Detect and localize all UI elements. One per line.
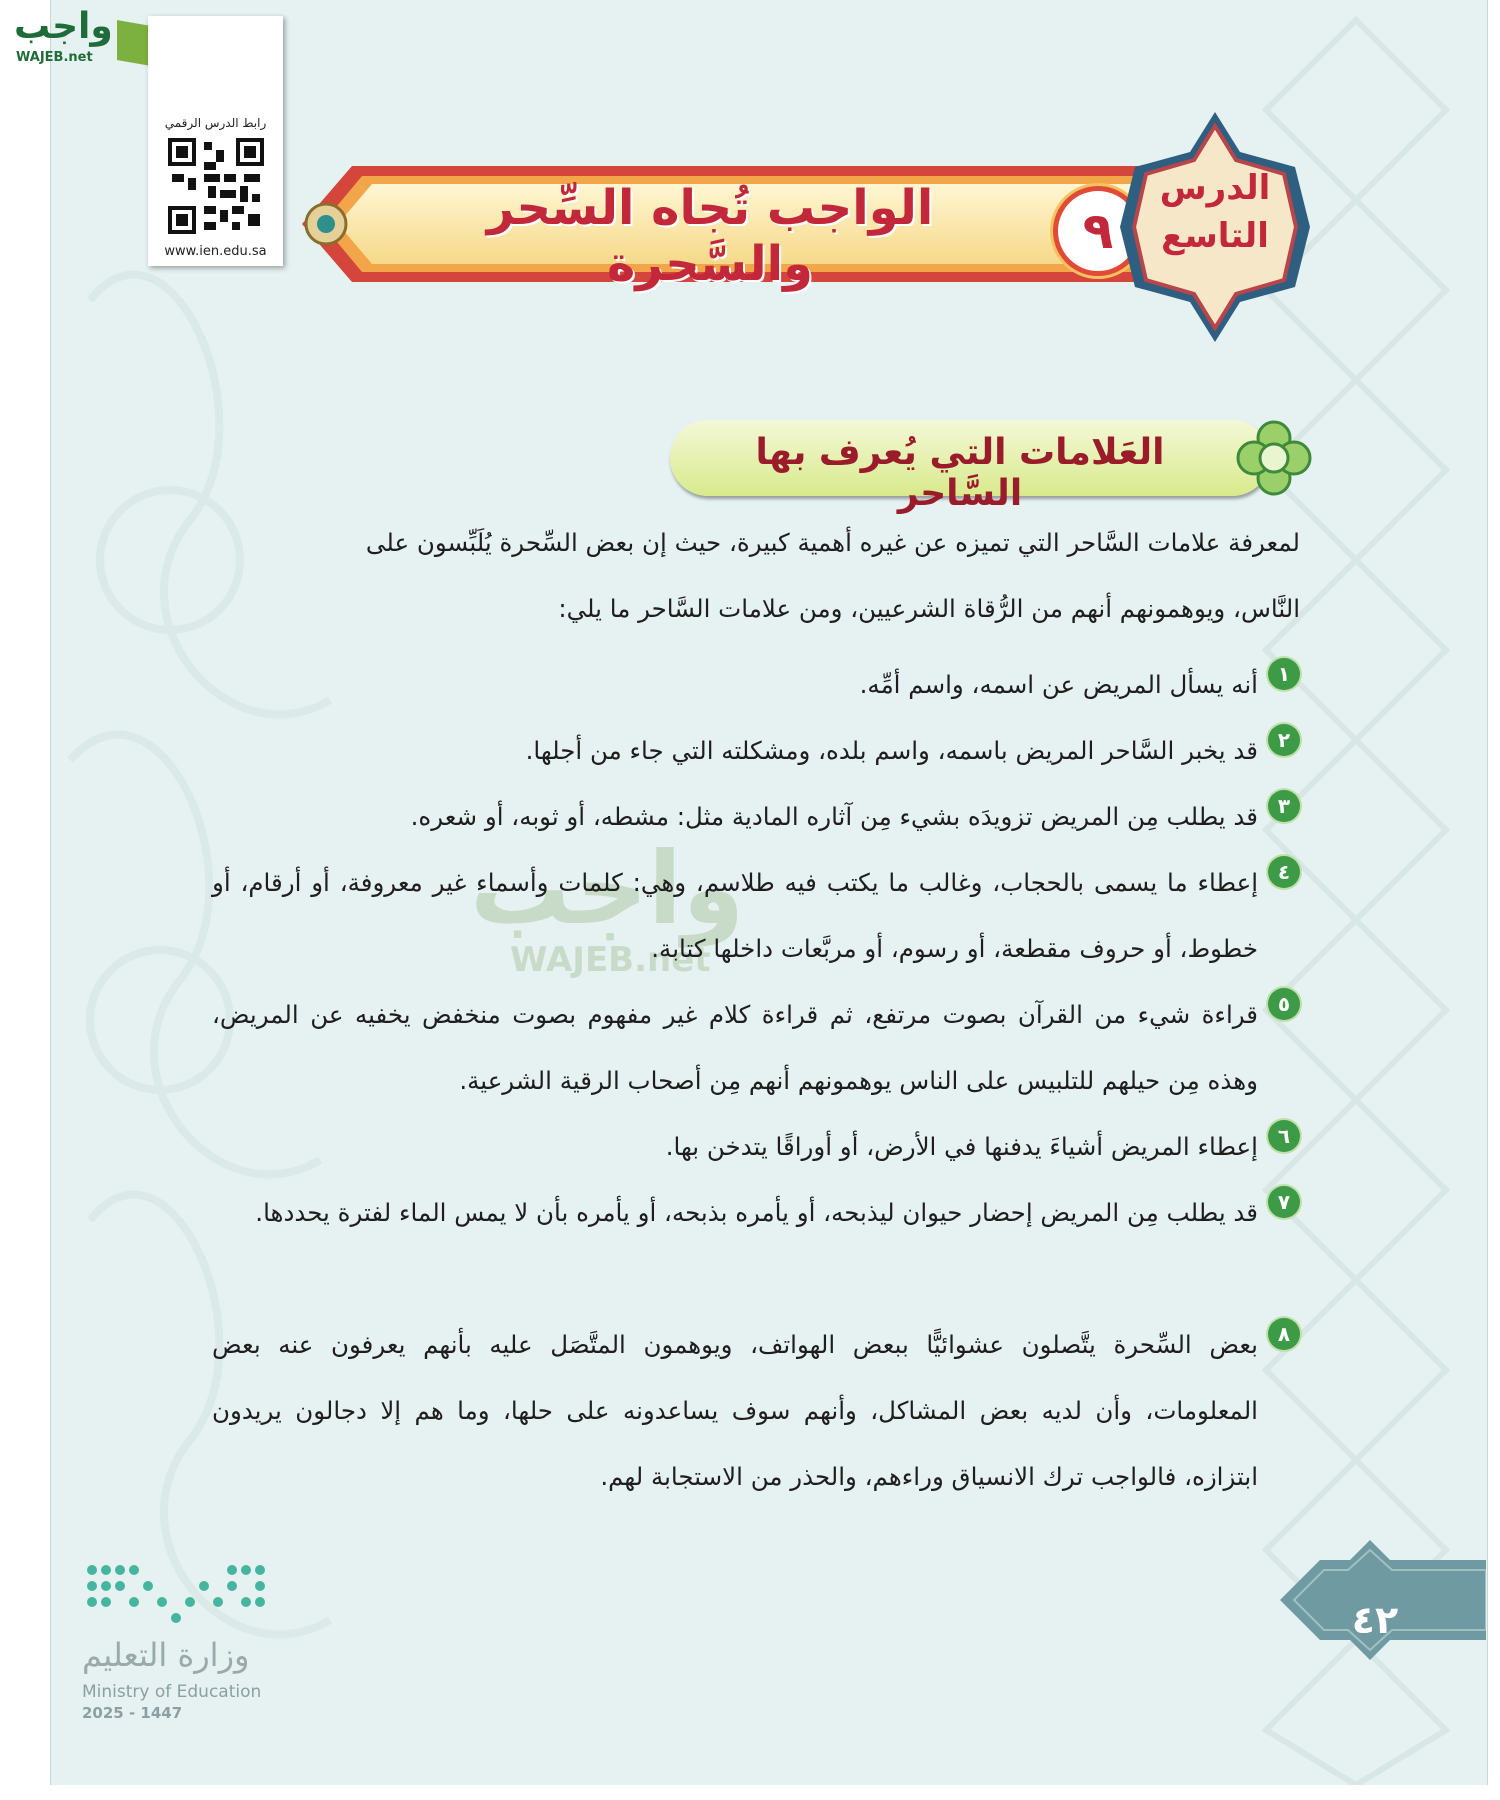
list-item [212, 1312, 1300, 1510]
item-text: قد يطلب مِن المريض تزويدَه بشيء مِن آثاره المادية مثل: مشطه، أو ثوبه، أو شعره. [410, 802, 1258, 831]
item-number-badge: ٥ [1268, 988, 1300, 1020]
intro-line-2: النَّاس، ويوهمونهم أنهم من الرُّقاة الشرعيين، ومن علامات السَّاحر ما يلي: [558, 594, 1300, 623]
item-text: قراءة شيء من القرآن بصوت مرتفع، ثم قراءة كلام غير مفهوم بصوت منخفض يخفيه عن المريض، وهذه مِن حيلهم للتلبيس على الناس يوهمونهم أنهم مِن أصحاب الرقية الشرعية. [212, 1000, 1258, 1095]
qr-card[interactable] [148, 16, 283, 266]
item-text: إعطاء ما يسمى بالحجاب، وغالب ما يكتب فيه طلاسم، وهي: كلمات وأسماء غير معروفة، أو أرقام، أو خطوط، أو حروف مقطعة، أو رسوم، أو مربَّعات داخلها كتابة. [212, 868, 1258, 963]
item-number-badge: ٦ [1268, 1120, 1300, 1152]
lesson-number: ٩ [1053, 186, 1143, 276]
intro-line-1: لمعرفة علامات السَّاحر التي تميزه عن غيره أهمية كبيرة، حيث إن بعض السِّحرة يُلَبِّسون على [365, 528, 1300, 557]
item-text: قد يطلب مِن المريض إحضار حيوان ليذبحه، أو يأمره بذبحه، أو يأمره بأن لا يمس الماء لفترة يحددها. [255, 1198, 1258, 1227]
list-item [212, 784, 1300, 850]
list-item [212, 1180, 1300, 1246]
item-text: بعض السِّحرة يتَّصلون عشوائيًّا ببعض الهواتف، ويوهمون المتَّصَل عليه بأنهم يعرفون عنه بعض المعلومات، وأن لديه بعض المشاكل، وأنهم سوف يساعدونه على حلها، وما هم إلا دجالون يريدون ابتزازه، فالواجب ترك الانسياق وراءهم، والحذر من الاستجابة لهم. [212, 1330, 1258, 1491]
item-number-badge: ٤ [1268, 856, 1300, 888]
ministry-name-en: Ministry of Education [82, 1682, 262, 1702]
list-item [212, 1114, 1300, 1180]
ministry-logo-icon [82, 1560, 272, 1626]
section-title: العَلامات التي يُعرف بها السَّاحر [755, 432, 1165, 514]
lesson-label-line2: التاسع [1161, 216, 1269, 256]
item-number-badge: ٧ [1268, 1186, 1300, 1218]
lesson-title: الواجب تُجاه السِّحر والسَّحرة [486, 180, 934, 292]
qr-code-icon[interactable] [168, 138, 264, 234]
watermark-ar: واجب [470, 830, 745, 947]
list-item [212, 652, 1300, 718]
item-number-badge: ٨ [1268, 1318, 1300, 1350]
item-number-badge: ١ [1268, 658, 1300, 690]
list-item [212, 982, 1300, 1114]
section-ornament-icon [1232, 416, 1316, 500]
list-item [212, 718, 1300, 784]
item-text: إعطاء المريض أشياءَ يدفنها في الأرض، أو أوراقًا يتدخن بها. [665, 1132, 1258, 1161]
ministry-name-ar: وزارة التعليم [82, 1636, 250, 1674]
item-number-badge: ٢ [1268, 724, 1300, 756]
qr-url[interactable]: www.ien.edu.sa [164, 244, 267, 259]
item-number-badge: ٣ [1268, 790, 1300, 822]
qr-label: رابط الدرس الرقمي [164, 116, 267, 130]
lesson-label-line1: الدرس [1159, 168, 1271, 208]
ministry-year: 2025 - 1447 [82, 1704, 183, 1722]
brand-name-en: WAJEB.net [16, 50, 93, 65]
item-text: أنه يسأل المريض عن اسمه، واسم أمِّه. [859, 670, 1258, 699]
watermark-en: WAJEB.net [510, 940, 711, 980]
page-number: ٤٢ [1351, 1598, 1399, 1642]
item-text: قد يخبر السَّاحر المريض باسمه، واسم بلده، ومشكلته التي جاء من أجلها. [525, 736, 1258, 765]
list-item [212, 850, 1300, 982]
brand-name-ar: واجب [14, 6, 113, 47]
